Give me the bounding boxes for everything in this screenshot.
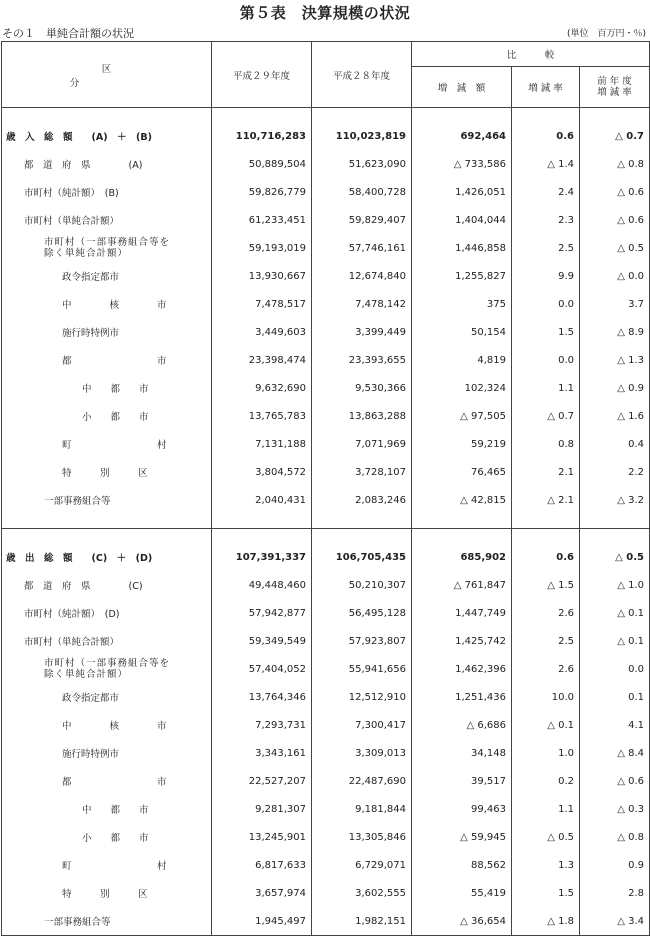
value-change: 55,419 — [412, 879, 512, 907]
row-label: 都 道 府 県 (C) — [2, 571, 212, 599]
row-label-line1: 市町村（一部事務組合等を — [44, 237, 171, 248]
value-change: △ 36,654 — [412, 907, 512, 936]
value-fy29: 7,478,517 — [212, 290, 312, 318]
value-change: 88,562 — [412, 851, 512, 879]
value-fy29: 50,889,504 — [212, 150, 312, 178]
page-title: 第５表 決算規模の状況 — [239, 4, 411, 22]
row-label: 市町村（単純合計額） — [2, 627, 212, 655]
value-change: △ 59,945 — [412, 823, 512, 851]
row-label-line2: 除く単純合計額） — [44, 669, 129, 680]
value-change: 1,446,858 — [412, 234, 512, 262]
value-fy28: 7,478,142 — [312, 290, 412, 318]
value-rate: △ 1.5 — [512, 571, 580, 599]
row-label: 政令指定都市 — [2, 262, 212, 290]
value-change: 1,255,827 — [412, 262, 512, 290]
table-row — [2, 627, 650, 655]
value-prev-rate: 0.9 — [580, 851, 650, 879]
value-change: 1,426,051 — [412, 178, 512, 206]
spacer-cell — [580, 108, 650, 123]
value-fy29: 13,765,783 — [212, 402, 312, 430]
value-change: 685,902 — [412, 543, 512, 571]
value-rate: 2.5 — [512, 627, 580, 655]
value-prev-rate: 0.0 — [580, 655, 650, 683]
value-change: 99,463 — [412, 795, 512, 823]
value-prev-rate: △ 0.0 — [580, 262, 650, 290]
row-label: 歳 入 総 額 (A) ＋ (B) — [2, 122, 212, 150]
value-fy28: 59,829,407 — [312, 206, 412, 234]
value-prev-rate: △ 0.8 — [580, 150, 650, 178]
value-fy28: 57,923,807 — [312, 627, 412, 655]
value-fy29: 7,131,188 — [212, 430, 312, 458]
value-fy29: 6,817,633 — [212, 851, 312, 879]
value-fy29: 3,449,603 — [212, 318, 312, 346]
value-change: 76,465 — [412, 458, 512, 486]
value-fy28: 1,982,151 — [312, 907, 412, 936]
value-prev-rate: △ 0.6 — [580, 767, 650, 795]
row-label-two-line — [44, 237, 197, 259]
value-prev-rate: △ 0.8 — [580, 823, 650, 851]
value-fy29: 1,945,497 — [212, 907, 312, 936]
table-row — [2, 262, 650, 290]
value-rate: △ 0.1 — [512, 711, 580, 739]
row-label: 都 道 府 県 (A) — [2, 150, 212, 178]
row-label-two-line — [44, 658, 197, 680]
value-change: △ 6,686 — [412, 711, 512, 739]
value-rate: 2.3 — [512, 206, 580, 234]
table-row — [2, 571, 650, 599]
row-label-line2: 除く単純合計額） — [44, 248, 129, 259]
value-fy29: 3,804,572 — [212, 458, 312, 486]
value-fy28: 12,512,910 — [312, 683, 412, 711]
value-fy29: 2,040,431 — [212, 486, 312, 514]
value-rate: 10.0 — [512, 683, 580, 711]
value-fy28: 56,495,128 — [312, 599, 412, 627]
value-rate: △ 0.7 — [512, 402, 580, 430]
value-fy28: 3,602,555 — [312, 879, 412, 907]
row-label: 小 都 市 — [2, 402, 212, 430]
value-prev-rate: 2.2 — [580, 458, 650, 486]
table-row — [2, 346, 650, 374]
value-prev-rate: △ 0.5 — [580, 234, 650, 262]
spacer-cell — [2, 514, 212, 529]
table-row — [2, 711, 650, 739]
spacer-cell — [2, 529, 212, 544]
value-prev-rate: 3.7 — [580, 290, 650, 318]
value-rate: 1.5 — [512, 318, 580, 346]
settlement-scale-table — [1, 41, 650, 936]
row-label: 中 都 市 — [2, 795, 212, 823]
value-fy29: 57,942,877 — [212, 599, 312, 627]
value-rate: △ 1.4 — [512, 150, 580, 178]
value-fy29: 23,398,474 — [212, 346, 312, 374]
value-change: 4,819 — [412, 346, 512, 374]
value-prev-rate: △ 0.9 — [580, 374, 650, 402]
table-row — [2, 599, 650, 627]
spacer-cell — [412, 108, 512, 123]
spacer-cell — [580, 529, 650, 544]
value-rate: 1.3 — [512, 851, 580, 879]
header-fy28: 平成２８年度 — [312, 42, 412, 108]
value-fy29: 7,293,731 — [212, 711, 312, 739]
value-rate: 1.0 — [512, 739, 580, 767]
value-rate: 0.8 — [512, 430, 580, 458]
row-label: 市町村（純計額） (D) — [2, 599, 212, 627]
value-change: 1,447,749 — [412, 599, 512, 627]
spacer-cell — [312, 514, 412, 529]
value-prev-rate: 0.4 — [580, 430, 650, 458]
value-fy29: 61,233,451 — [212, 206, 312, 234]
spacer-row — [2, 108, 650, 123]
value-fy29: 49,448,460 — [212, 571, 312, 599]
table-row — [2, 430, 650, 458]
value-fy28: 6,729,071 — [312, 851, 412, 879]
value-fy28: 22,487,690 — [312, 767, 412, 795]
value-change: 59,219 — [412, 430, 512, 458]
value-rate: 2.5 — [512, 234, 580, 262]
value-change: 39,517 — [412, 767, 512, 795]
table-row — [2, 907, 650, 936]
value-change: 692,464 — [412, 122, 512, 150]
spacer-cell — [212, 514, 312, 529]
header-category: 区分 — [2, 42, 212, 108]
table-row — [2, 178, 650, 206]
table-row — [2, 767, 650, 795]
value-change: 1,462,396 — [412, 655, 512, 683]
value-fy28: 12,674,840 — [312, 262, 412, 290]
row-label: 施行時特例市 — [2, 739, 212, 767]
table-row — [2, 374, 650, 402]
table-row — [2, 122, 650, 150]
table-subtitle: その１ 単純合計額の状況 — [2, 27, 134, 40]
value-prev-rate: 4.1 — [580, 711, 650, 739]
value-fy28: 7,071,969 — [312, 430, 412, 458]
value-rate: 2.6 — [512, 655, 580, 683]
header-prev-rate: 前 年 度 増 減 率 — [580, 67, 650, 108]
value-prev-rate: △ 0.6 — [580, 206, 650, 234]
spacer-cell — [312, 108, 412, 123]
value-rate: 0.2 — [512, 767, 580, 795]
row-label: 町 村 — [2, 430, 212, 458]
row-label-line1: 市町村（一部事務組合等を — [44, 658, 171, 669]
value-fy28: 3,309,013 — [312, 739, 412, 767]
value-prev-rate: △ 1.3 — [580, 346, 650, 374]
value-change: △ 733,586 — [412, 150, 512, 178]
table-row — [2, 234, 650, 262]
table-row — [2, 150, 650, 178]
value-prev-rate: △ 1.6 — [580, 402, 650, 430]
table-row — [2, 739, 650, 767]
value-fy28: 3,399,449 — [312, 318, 412, 346]
value-fy28: 9,181,844 — [312, 795, 412, 823]
spacer-row — [2, 529, 650, 544]
value-rate: 9.9 — [512, 262, 580, 290]
value-change: 1,251,436 — [412, 683, 512, 711]
value-prev-rate: △ 0.1 — [580, 599, 650, 627]
value-fy29: 13,245,901 — [212, 823, 312, 851]
value-fy28: 55,941,656 — [312, 655, 412, 683]
spacer-cell — [2, 108, 212, 123]
row-label: 都 市 — [2, 767, 212, 795]
spacer-cell — [212, 108, 312, 123]
value-fy29: 57,404,052 — [212, 655, 312, 683]
value-rate: 0.6 — [512, 543, 580, 571]
value-rate: 2.6 — [512, 599, 580, 627]
value-fy28: 50,210,307 — [312, 571, 412, 599]
table-row — [2, 795, 650, 823]
value-rate: 1.1 — [512, 795, 580, 823]
row-label: 小 都 市 — [2, 823, 212, 851]
value-prev-rate: 2.8 — [580, 879, 650, 907]
value-prev-rate: △ 0.5 — [580, 543, 650, 571]
value-rate: 0.0 — [512, 346, 580, 374]
value-change: 1,404,044 — [412, 206, 512, 234]
table-row — [2, 683, 650, 711]
value-fy28: 2,083,246 — [312, 486, 412, 514]
value-change: △ 761,847 — [412, 571, 512, 599]
value-fy28: 9,530,366 — [312, 374, 412, 402]
header-rate: 増 減 率 — [512, 67, 580, 108]
value-fy29: 59,826,779 — [212, 178, 312, 206]
value-prev-rate: △ 0.1 — [580, 627, 650, 655]
value-fy28: 51,623,090 — [312, 150, 412, 178]
value-fy29: 9,632,690 — [212, 374, 312, 402]
value-change: △ 42,815 — [412, 486, 512, 514]
value-fy28: 110,023,819 — [312, 122, 412, 150]
row-label: 中 核 市 — [2, 290, 212, 318]
table-row — [2, 458, 650, 486]
value-prev-rate: △ 3.2 — [580, 486, 650, 514]
value-fy28: 23,393,655 — [312, 346, 412, 374]
value-rate: 1.1 — [512, 374, 580, 402]
spacer-cell — [412, 514, 512, 529]
value-fy28: 3,728,107 — [312, 458, 412, 486]
value-change: 50,154 — [412, 318, 512, 346]
value-fy29: 59,193,019 — [212, 234, 312, 262]
value-change: 102,324 — [412, 374, 512, 402]
row-label: 中 核 市 — [2, 711, 212, 739]
value-prev-rate: △ 8.9 — [580, 318, 650, 346]
spacer-cell — [312, 529, 412, 544]
row-label: 都 市 — [2, 346, 212, 374]
header-comparison: 比 較 — [412, 42, 650, 67]
value-fy28: 13,863,288 — [312, 402, 412, 430]
spacer-cell — [212, 529, 312, 544]
settlement-table-wrapper — [1, 41, 649, 932]
table-row — [2, 486, 650, 514]
row-label: 特 別 区 — [2, 458, 212, 486]
spacer-cell — [512, 108, 580, 123]
value-fy29: 22,527,207 — [212, 767, 312, 795]
table-row — [2, 290, 650, 318]
value-change: 375 — [412, 290, 512, 318]
row-label — [2, 234, 212, 262]
value-prev-rate: △ 0.7 — [580, 122, 650, 150]
table-row — [2, 402, 650, 430]
spacer-cell — [512, 529, 580, 544]
value-rate: 2.1 — [512, 458, 580, 486]
value-fy29: 107,391,337 — [212, 543, 312, 571]
value-fy28: 13,305,846 — [312, 823, 412, 851]
table-row — [2, 823, 650, 851]
value-fy29: 59,349,549 — [212, 627, 312, 655]
value-rate: 0.6 — [512, 122, 580, 150]
row-label: 政令指定都市 — [2, 683, 212, 711]
value-fy28: 58,400,728 — [312, 178, 412, 206]
table-row — [2, 851, 650, 879]
value-rate: △ 1.8 — [512, 907, 580, 936]
row-label: 市町村（純計額） (B) — [2, 178, 212, 206]
value-rate: △ 2.1 — [512, 486, 580, 514]
value-prev-rate: △ 8.4 — [580, 739, 650, 767]
spacer-cell — [580, 514, 650, 529]
table-row — [2, 879, 650, 907]
value-rate: 1.5 — [512, 879, 580, 907]
row-label: 一部事務組合等 — [2, 486, 212, 514]
value-change: 34,148 — [412, 739, 512, 767]
value-rate: 0.0 — [512, 290, 580, 318]
value-change: △ 97,505 — [412, 402, 512, 430]
spacer-row — [2, 514, 650, 529]
value-prev-rate: 0.1 — [580, 683, 650, 711]
header-fy29: 平成２９年度 — [212, 42, 312, 108]
value-fy29: 3,343,161 — [212, 739, 312, 767]
row-label: 一部事務組合等 — [2, 907, 212, 936]
table-body — [2, 108, 650, 936]
header-change: 増 減 額 — [412, 67, 512, 108]
table-row — [2, 318, 650, 346]
row-label: 町 村 — [2, 851, 212, 879]
value-rate: 2.4 — [512, 178, 580, 206]
value-fy29: 13,764,346 — [212, 683, 312, 711]
unit-note: (単位 百万円・％) — [566, 29, 646, 39]
spacer-cell — [512, 514, 580, 529]
row-label: 市町村（単純合計額） — [2, 206, 212, 234]
row-label — [2, 655, 212, 683]
value-change: 1,425,742 — [412, 627, 512, 655]
value-fy28: 7,300,417 — [312, 711, 412, 739]
value-prev-rate: △ 3.4 — [580, 907, 650, 936]
value-prev-rate: △ 1.0 — [580, 571, 650, 599]
value-fy29: 110,716,283 — [212, 122, 312, 150]
value-fy29: 13,930,667 — [212, 262, 312, 290]
row-label: 特 別 区 — [2, 879, 212, 907]
row-label: 施行時特例市 — [2, 318, 212, 346]
table-row — [2, 655, 650, 683]
value-prev-rate: △ 0.3 — [580, 795, 650, 823]
row-label: 中 都 市 — [2, 374, 212, 402]
row-label: 歳 出 総 額 (C) ＋ (D) — [2, 543, 212, 571]
value-fy28: 106,705,435 — [312, 543, 412, 571]
table-row — [2, 206, 650, 234]
value-fy28: 57,746,161 — [312, 234, 412, 262]
table-row — [2, 543, 650, 571]
spacer-cell — [412, 529, 512, 544]
value-prev-rate: △ 0.6 — [580, 178, 650, 206]
value-fy29: 3,657,974 — [212, 879, 312, 907]
value-fy29: 9,281,307 — [212, 795, 312, 823]
value-rate: △ 0.5 — [512, 823, 580, 851]
